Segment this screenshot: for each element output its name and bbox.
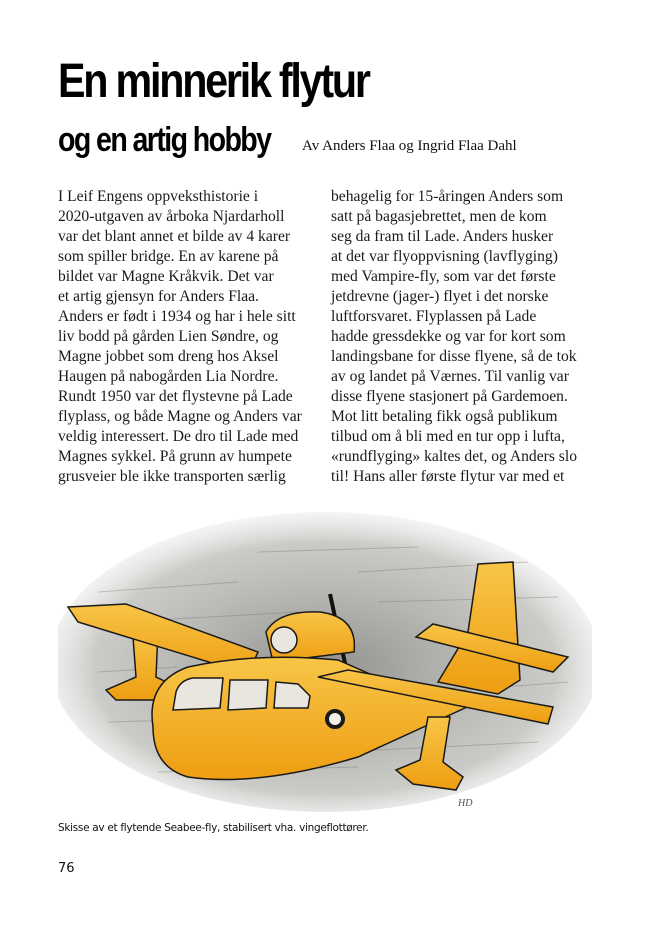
text-line: et artig gjensyn for Anders Flaa. (58, 288, 259, 305)
text-line: var det blant annet et bilde av 4 karer (58, 228, 291, 245)
text-line: 2020-utgaven av årboka Njardarholl (58, 208, 285, 225)
text-line: Mot litt betaling fikk også publikum (331, 408, 558, 425)
text-line: Rundt 1950 var det flystevne på Lade (58, 388, 293, 405)
text-line: Anders er født i 1934 og har i hele sitt (58, 308, 296, 325)
text-line: liv bodd på gården Lien Søndre, og (58, 328, 279, 345)
text-line: til! Hans aller første flytur var med et (331, 468, 565, 485)
text-line: som spiller bridge. En av karene på (58, 248, 279, 265)
text-line: I Leif Engens oppveksthistorie i (58, 188, 259, 205)
text-line: seg da fram til Lade. Anders husker (331, 228, 554, 245)
text-line: grusveier ble ikke transporten særlig (58, 468, 286, 485)
subtitle-row (58, 120, 517, 164)
text-line: landingsbane for disse flyene, så de tok (331, 348, 577, 365)
article-title: En minnerik flytur (58, 55, 369, 108)
text-line: Magne jobbet som dreng hos Aksel (58, 348, 279, 365)
seabee-sketch-illustration (58, 512, 592, 812)
text-line: hadde gressdekke og var for kort som (331, 328, 566, 345)
text-line: veldig interessert. De dro til Lade med (58, 428, 299, 445)
text-column-right (331, 187, 601, 487)
text-line: Magnes sykkel. På grunn av humpete (58, 448, 292, 465)
artist-signature: HD (458, 798, 473, 809)
text-line: satt på bagasjebrettet, men de kom (331, 208, 547, 225)
text-line: av og landet på Værnes. Til vanlig var (331, 368, 569, 385)
text-line: tilbud om å bli med en tur opp i lufta, (331, 428, 565, 445)
byline: Av Anders Flaa og Ingrid Flaa Dahl (302, 138, 517, 154)
text-line: jetdrevne (jager-) flyet i det norske (331, 288, 549, 305)
nacelle-window (271, 627, 297, 653)
text-line: Haugen på nabogården Lia Nordre. (58, 368, 279, 385)
text-line: «rundflyging» kaltes det, og Anders slo (331, 448, 578, 465)
figure-caption: Skisse av et flytende Seabee-fly, stabilisert vha. vingeflottører. (58, 822, 369, 834)
text-line: bildet var Magne Kråkvik. Det var (58, 268, 274, 285)
text-line: disse flyene stasjonert på Gardemoen. (331, 388, 568, 405)
cabin-window (228, 680, 268, 710)
text-line: med Vampire-fly, som var det første (331, 268, 556, 285)
text-line: at det var flyoppvisning (lavflyging) (331, 248, 558, 265)
text-column-left (58, 187, 328, 487)
hull-porthole (327, 711, 343, 727)
text-line: luftforsvaret. Flyplassen på Lade (331, 308, 537, 325)
text-line: flyplass, og både Magne og Anders var (58, 408, 302, 425)
article-subtitle: og en artig hobby (58, 121, 271, 159)
page-number: 76 (58, 861, 75, 876)
text-line: behagelig for 15-åringen Anders som (331, 188, 564, 205)
